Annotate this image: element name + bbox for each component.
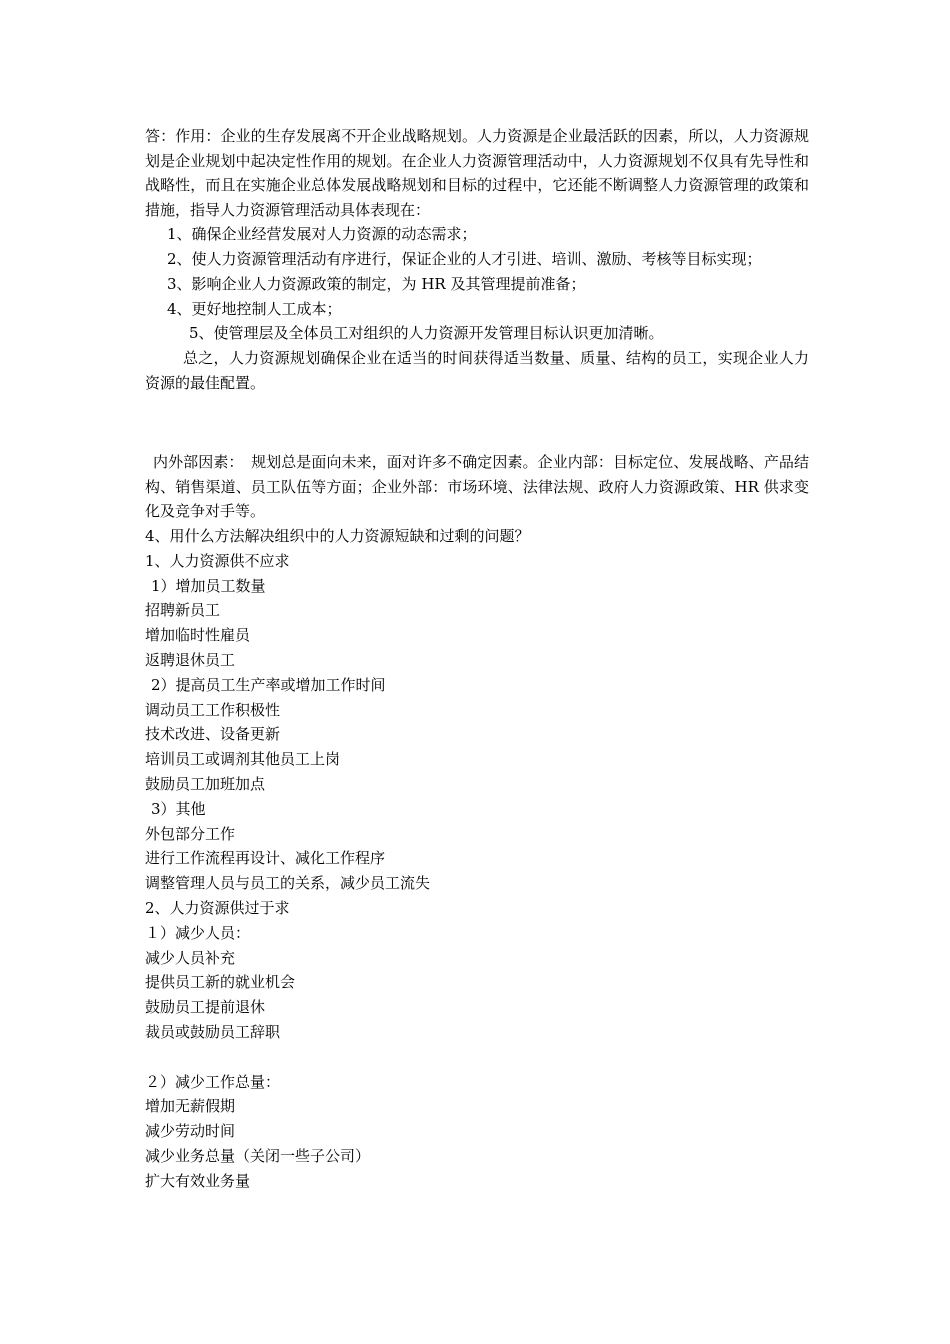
shortage-sub3: 3）其他 [151, 799, 206, 818]
list-item: 扩大有效业务量 [145, 1171, 251, 1190]
shortage-sub1: 1）增加员工数量 [151, 576, 266, 595]
list-item: 技术改进、设备更新 [145, 725, 281, 744]
question-4: 4、用什么方法解决组织中的人力资源短缺和过剩的问题？ [145, 527, 530, 545]
list-item: 鼓励员工加班加点 [145, 774, 266, 793]
list-item: 提供员工新的就业机会 [145, 973, 296, 992]
function-item-1: 1、确保企业经营发展对人力资源的动态需求； [167, 225, 477, 244]
function-item-4: 4、更好地控制人工成本； [167, 299, 342, 318]
list-item: 调整管理人员与员工的关系，减少员工流失 [145, 874, 431, 893]
list-item: 鼓励员工提前退休 [145, 998, 266, 1017]
blank-line [145, 1045, 809, 1070]
shortage-sub2: 2）提高员工生产率或增加工作时间 [151, 675, 386, 694]
function-item-5: 5、使管理层及全体员工对组织的人力资源开发管理目标认识更加清晰。 [189, 324, 664, 343]
list-item: 培训员工或调剂其他员工上岗 [145, 750, 341, 769]
surplus-sub1: １）减少人员： [145, 923, 251, 942]
surplus-sub2: ２）减少工作总量： [145, 1072, 281, 1091]
answer-paragraph: 答：作用：企业的生存发展离不开企业战略规划。人力资源是企业最活跃的因素，所以，人力资源规划是企业规划中起决定性作用的规划。在企业人力资源管理活动中，人力资源规划不仅具有先导性和战略性，而且在实施企业总体发展战略规划和目标的过程中，它还能不断调整人力资源管理的政策和措施，指导人力资源管理活动具体表现在： [145, 127, 809, 219]
surplus-heading: 2、人力资源供过于求 [145, 898, 290, 917]
summary-paragraph: 总之，人力资源规划确保企业在适当的时间获得适当数量、质量、结构的员工，实现企业人力资源的最佳配置。 [145, 349, 809, 392]
list-item: 调动员工工作积极性 [145, 700, 281, 719]
answer-section [145, 124, 809, 395]
list-item: 增加临时性雇员 [145, 626, 251, 645]
factors-section [145, 450, 809, 524]
list-item: 进行工作流程再设计、减化工作程序 [145, 849, 386, 868]
list-item: 减少业务总量（关闭一些子公司） [145, 1146, 371, 1165]
factors-paragraph: 内外部因素： 规划总是面向未来，面对许多不确定因素。企业内部：目标定位、发展战略、产品结构、销售渠道、员工队伍等方面；企业外部：市场环境、法律法规、政府人力资源政策、HR 供求变化及竞争对手等。 [145, 453, 809, 521]
list-item: 裁员或鼓励员工辞职 [145, 1022, 281, 1041]
list-item: 招聘新员工 [145, 601, 221, 620]
function-item-3: 3、影响企业人力资源政策的制定，为 HR 及其管理提前准备； [167, 274, 586, 293]
list-item: 减少人员补充 [145, 948, 236, 967]
methods-section [145, 524, 809, 1194]
list-item: 外包部分工作 [145, 824, 236, 843]
list-item: 增加无薪假期 [145, 1097, 236, 1116]
shortage-heading: 1、人力资源供不应求 [145, 551, 290, 570]
function-item-2: 2、使人力资源管理活动有序进行，保证企业的人才引进、培训、激励、考核等目标实现； [167, 250, 762, 269]
list-item: 减少劳动时间 [145, 1122, 236, 1141]
list-item: 返聘退休员工 [145, 650, 236, 669]
